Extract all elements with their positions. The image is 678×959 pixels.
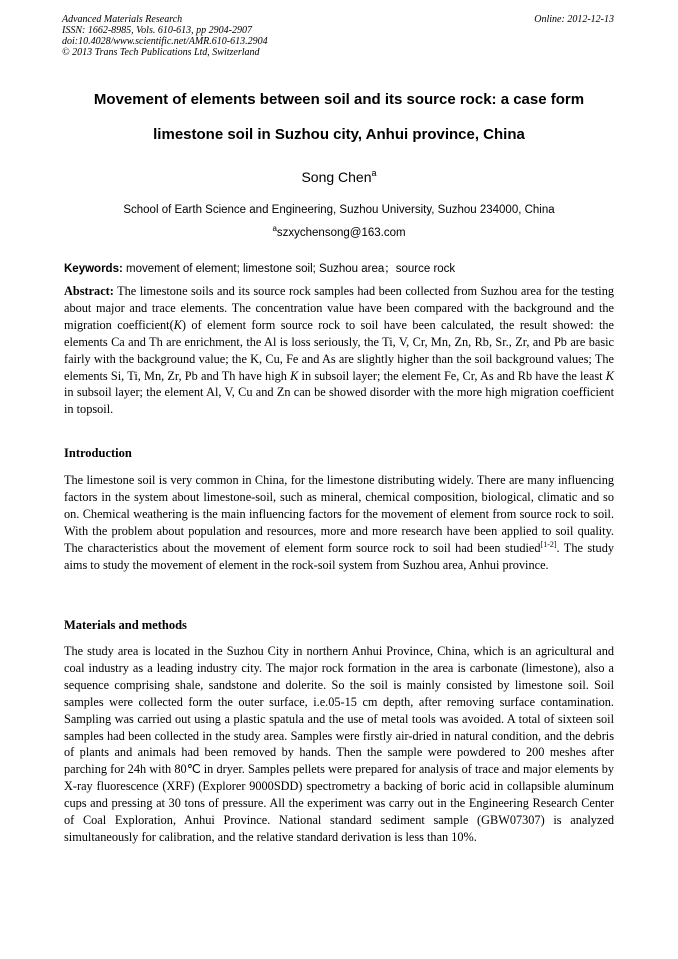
doi-line: doi:10.4028/www.scientific.net/AMR.610-613.2904 — [62, 36, 268, 47]
online-date: Online: 2012-12-13 — [534, 14, 614, 25]
k-symbol: K — [605, 368, 614, 383]
publication-header — [62, 14, 268, 58]
abstract-text-3: in subsoil layer; the element Fe, Cr, As and Rb have the least — [298, 368, 606, 383]
author-email — [0, 224, 678, 239]
keywords-label: Keywords: — [64, 263, 123, 275]
abstract-text-2: ) of element form source rock to soil have been calculated, the result showed: the elements Ca and Th are enrichment, the Al is loss seriously, the Ti, V, Cr, Mn, Zn, Rb, Sr., Zr, and Pb are basic fairly with the background value; the K, Cu, Fe and As are slightly higher than the soil background values; The elements Si, Ti, Mn, Zr, Pb and Th have high — [64, 317, 614, 383]
k-symbol: K — [173, 317, 182, 332]
email-superscript: a — [272, 224, 277, 233]
paper-title-line-2: limestone soil in Suzhou city, Anhui province, China — [153, 126, 525, 143]
author — [0, 169, 678, 185]
author-superscript: a — [371, 168, 377, 178]
copyright-line: © 2013 Trans Tech Publications Ltd, Switzerland — [62, 47, 260, 58]
abstract-text-4: in subsoil layer; the element Al, V, Cu and Zn can be showed disorder with the more high migration coefficient in topsoil. — [64, 385, 614, 417]
issn-line: ISSN: 1662-8985, Vols. 610-613, pp 2904-2907 — [62, 25, 252, 36]
introduction-text-2: . The study aims to study the movement of element in the rock-soil system from Suzhou area, Anhui province. — [64, 540, 615, 572]
abstract-label: Abstract: — [64, 284, 114, 298]
materials-paragraph: The study area is located in the Suzhou City in northern Anhui Province, China, which is an agricultural and coal industry as a leading industry city. The major rock formation in the area is carbonate (limestone), also a sequence comprising shale, sandstone and dolerite. So the soil is mainly consisted by limestone soil. Soil samples were collected form the outer surface, i.e.05-15 cm depth, after removing surface contamination. Sampling was carried out using a plastic spatula and the use of metal tools was avoided. A total of sixteen soil samples had been collected in the study area. Samples were firstly air-dried in natural condition, and the debris of plants and animals had been removed by hands. Then the sample were powdered to 200 meshes after parching for 24h with 80℃ in dryer. Samples pellets were prepared for analysis of trace and major elements by X-ray fluorescence (XRF) (Explorer 9000SDD) spectrometry a backing of boric acid in collapsible aluminum cups and pressing at 30 tons of pressure. All the experiment was carry out in the Engineering Research Center of Coal Exploration, Anhui Province. National standard sediment sample (GBW07307) is analyzed simultaneously for calibration, and the relative standard derivation is less than 10%. — [64, 644, 614, 844]
introduction-paragraph — [64, 472, 614, 573]
k-symbol: K — [290, 368, 299, 383]
citation: [1-2] — [540, 539, 557, 549]
section-heading-materials: Materials and methods — [64, 618, 187, 632]
email-address: szxychensong@163.com — [276, 227, 406, 239]
author-name: Song Chen — [301, 169, 372, 185]
paper-title-line-1: Movement of elements between soil and its source rock: a case form — [93, 91, 585, 108]
keywords — [64, 260, 624, 276]
journal-name: Advanced Materials Research — [62, 14, 183, 25]
abstract-text-1: The limestone soils and its source rock samples had been collected from Suzhou area for the testing about major and trace elements. The concentration value have been compared with the background and the migration coefficient( — [64, 284, 614, 332]
keywords-text: movement of element; limestone soil; Suzhou area；source rock — [122, 263, 456, 275]
affiliation: School of Earth Science and Engineering, Suzhou University, Suzhou 234000, China — [123, 204, 555, 216]
section-heading-introduction: Introduction — [64, 446, 132, 460]
abstract — [64, 283, 614, 418]
introduction-text-1: The limestone soil is very common in China, for the limestone distributing widely. There are many influencing factors in the system about limestone-soil, such as mineral, chemical composition, biological, climatic and so on. Chemical weathering is the main influencing factors for the movement of element from source rock to soil. With the problem about population and resources, more and more research have been applied to soil quality. The characteristics about the movement of element form source rock to soil had been studied — [64, 473, 614, 555]
